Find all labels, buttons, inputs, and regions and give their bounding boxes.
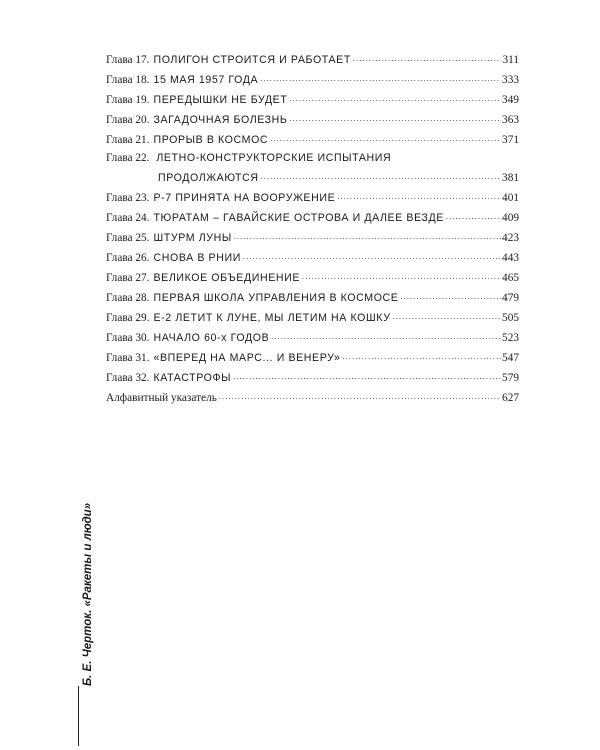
dot-leader (243, 250, 501, 263)
chapter-label: Глава 22. (106, 152, 150, 164)
chapter-title: ВЕЛИКОЕ ОБЪЕДИНЕНИЕ (153, 272, 301, 284)
page-number: 465 (502, 272, 519, 284)
dot-leader (446, 210, 501, 223)
chapter-title: НАЧАЛО 60-х ГОДОВ (153, 332, 270, 344)
page-number: 579 (502, 372, 519, 384)
dot-leader (271, 330, 501, 343)
toc-entry[interactable] (106, 152, 519, 185)
chapter-title: ПЕРВАЯ ШКОЛА УПРАВЛЕНИЯ В КОСМОСЕ (153, 292, 399, 304)
chapter-title: 15 МАЯ 1957 ГОДА (153, 74, 259, 86)
chapter-title: Е-2 ЛЕТИТ К ЛУНЕ, МЫ ЛЕТИМ НА КОШКУ (153, 312, 391, 324)
toc-entry[interactable] (106, 270, 519, 285)
chapter-label: Глава 17. (106, 54, 150, 66)
dot-leader (353, 52, 502, 65)
page-number: 479 (502, 292, 519, 304)
dot-leader (337, 190, 501, 203)
chapter-label: Глава 21. (106, 134, 150, 146)
page-number: 409 (502, 212, 519, 224)
toc-entry[interactable] (106, 330, 519, 345)
spine-running-title: Б. Е. Черток. «Ракеты и люди» (82, 502, 94, 686)
toc-entry[interactable] (106, 250, 519, 265)
chapter-title: ЛЕТНО-КОНСТРУКТОРСКИЕ ИСПЫТАНИЯ (156, 152, 392, 164)
chapter-label: Глава 30. (106, 332, 150, 344)
dot-leader (400, 290, 501, 303)
spine-divider (78, 686, 79, 746)
chapter-title: ЗАГАДОЧНАЯ БОЛЕЗНЬ (153, 114, 288, 126)
index-label: Алфавитный указатель (106, 392, 217, 404)
chapter-label: Глава 24. (106, 212, 150, 224)
toc-entry[interactable] (106, 92, 519, 107)
dot-leader (342, 350, 501, 363)
chapter-label: Глава 27. (106, 272, 150, 284)
page-number: 363 (502, 114, 519, 126)
chapter-title: ПРОРЫВ В КОСМОС (153, 134, 269, 146)
page-number: 547 (502, 352, 519, 364)
dot-leader (289, 92, 501, 105)
chapter-label: Глава 26. (106, 252, 150, 264)
toc-entry[interactable] (106, 52, 519, 67)
dot-leader (302, 270, 501, 283)
toc-entry[interactable] (106, 190, 519, 205)
dot-leader (261, 170, 501, 183)
dot-leader (290, 112, 502, 125)
page-number: 401 (502, 192, 519, 204)
toc-entry[interactable] (106, 370, 519, 385)
page-number: 423 (502, 232, 519, 244)
toc-entry[interactable] (106, 112, 519, 127)
toc-entry[interactable] (106, 290, 519, 305)
chapter-label: Глава 28. (106, 292, 150, 304)
chapter-title: ПОЛИГОН СТРОИТСЯ И РАБОТАЕТ (153, 54, 351, 66)
chapter-title: ШТУРМ ЛУНЫ (153, 232, 232, 244)
chapter-title: Р-7 ПРИНЯТА НА ВООРУЖЕНИЕ (153, 192, 336, 204)
dot-leader (260, 72, 501, 85)
dot-leader (393, 310, 502, 323)
dot-leader (233, 370, 501, 383)
toc-entry[interactable] (106, 230, 519, 245)
page-number: 505 (502, 312, 519, 324)
chapter-title: КАТАСТРОФЫ (153, 372, 232, 384)
toc-entry[interactable] (106, 350, 519, 365)
chapter-label: Глава 23. (106, 192, 150, 204)
page-number: 333 (502, 74, 519, 86)
table-of-contents (106, 52, 519, 410)
toc-entry-index[interactable] (106, 390, 519, 405)
chapter-title-continued: ПРОДОЛЖАЮТСЯ (158, 172, 259, 184)
page-number: 349 (502, 94, 519, 106)
toc-entry[interactable] (106, 210, 519, 225)
dot-leader (234, 230, 501, 243)
page-number: 523 (502, 332, 519, 344)
chapter-title: ПЕРЕДЫШКИ НЕ БУДЕТ (153, 94, 288, 106)
dot-leader (219, 390, 501, 403)
page-number: 371 (502, 134, 519, 146)
page-number: 443 (502, 252, 519, 264)
chapter-label: Глава 25. (106, 232, 150, 244)
chapter-title: СНОВА В РНИИ (153, 252, 241, 264)
page-number: 381 (502, 172, 519, 184)
chapter-title: ТЮРАТАМ – ГАВАЙСКИЕ ОСТРОВА И ДАЛЕЕ ВЕЗДЕ (153, 212, 444, 224)
chapter-label: Глава 29. (106, 312, 150, 324)
toc-entry[interactable] (106, 310, 519, 325)
page-number: 311 (502, 54, 519, 66)
toc-entry[interactable] (106, 132, 519, 147)
chapter-label: Глава 32. (106, 372, 150, 384)
chapter-label: Глава 19. (106, 94, 150, 106)
toc-entry[interactable] (106, 72, 519, 87)
chapter-label: Глава 31. (106, 352, 150, 364)
chapter-title: «ВПЕРЕД НА МАРС... И ВЕНЕРУ» (153, 352, 341, 364)
page-number: 627 (502, 392, 519, 404)
chapter-label: Глава 18. (106, 74, 150, 86)
dot-leader (270, 132, 501, 145)
chapter-label: Глава 20. (106, 114, 150, 126)
